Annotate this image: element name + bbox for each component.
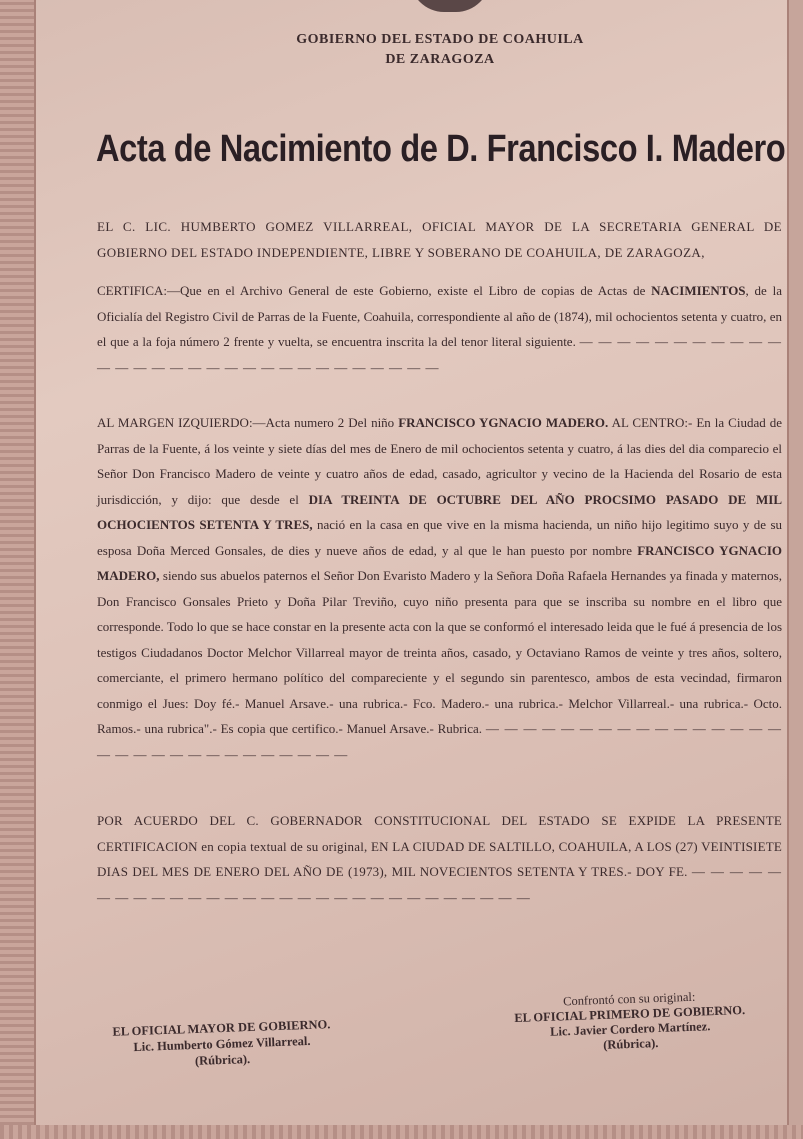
signature-right-name: Lic. Javier Cordero Martínez.: [549, 1019, 711, 1039]
acuerdo-text: POR ACUERDO DEL C. GOBERNADOR CONSTITUCIONAL DEL ESTADO SE EXPIDE LA PRESENTE CERTIFICACION en copia textual de su original, EN LA CIUDAD DE SALTILLO, COAHUILA, A LOS (27) VEINTISIETE DIAS DEL MES DE ENERO DEL AÑO DE (1973), MIL NOVECIENTOS SETENTA Y TRES.- DOY FE.: [97, 813, 782, 879]
acta-child-name-2: FRANCISCO YGNACIO MADERO,: [97, 542, 782, 583]
intro-paragraph: EL C. LIC. HUMBERTO GOMEZ VILLARREAL, OFICIAL MAYOR DE LA SECRETARIA GENERAL DE GOBIERNO DEL ESTADO INDEPENDIENTE, LIBRE Y SOBERANO DE COAHUILA, DE ZARAGOZA,: [97, 219, 782, 260]
left-ornamental-border: [0, 0, 36, 1139]
acuerdo-dash-line: — — — — — — — — — — — — — — — — — — — — — — — — — — — — —: [97, 864, 783, 905]
signature-left-title: EL OFICIAL MAYOR DE GOBIERNO.: [112, 1017, 331, 1039]
header-line-1: GOBIERNO DEL ESTADO DE COAHUILA: [296, 32, 584, 47]
certifica-paragraph: [97, 278, 782, 380]
acta-text-c: AL CENTRO:- En la Ciudad de Parras de la Fuente, á los veinte y siete días del mes de Enero de mil ochocientos setenta y cuatro, á las dies del dia comparecio el Señor Don Francisco Madero de veinte y cuatro años de edad, casado, agricultor y vecino de la Hacienda del Rosario de esta jurisdicción, y dijo: que desde el: [97, 415, 783, 507]
acta-text-e: nació en la casa en que vive en la misma hacienda, un niño hijo legitimo suyo y de su esposa Doña Merced Gonsales, de dies y nueve años de edad, y al que le han puesto por nombre: [97, 517, 783, 558]
acta-text-a: AL MARGEN IZQUIERDO:—Acta numero 2 Del niño: [97, 415, 399, 430]
acta-dash-line: — — — — — — — — — — — — — — — — — — — — — — — — — — — — — —: [97, 721, 783, 762]
certifica-text-a: CERTIFICA:—Que en el Archivo General de este Gobierno, existe el Libro de copias de Actas de: [97, 283, 652, 298]
signature-block-right: [499, 987, 761, 1056]
acta-paragraph: [97, 410, 782, 767]
certifica-text-bold: NACIMIENTOS: [651, 283, 746, 298]
signature-block-left: [91, 1015, 353, 1072]
right-border: [787, 0, 803, 1139]
state-seal-icon: [410, 0, 490, 12]
acta-birth-date: DIA TREINTA DE OCTUBRE DEL AÑO PROCSIMO PASADO DE MIL OCHOCIENTOS SETENTA Y TRES,: [97, 491, 782, 532]
certifica-dash-line: — — — — — — — — — — — — — — — — — — — — — — — — — — — — — —: [97, 334, 782, 375]
signature-right-confronto: Confrontó con su original:: [562, 989, 696, 1009]
acta-text-g: siendo sus abuelos paternos el Señor Don Evaristo Madero y la Señora Doña Rafaela Hernandes ya finada y maternos, Don Francisco Gonsales Prieto y Doña Pilar Treviño, cuyo niño presenta para que se inscriba su nombre en el libro que corresponde. Todo lo que se hace constar en la presente acta con la que se conformó el interesado leida que le fué á presencia de los testigos Ciudadanos Doctor Melchor Villarreal mayor de treinta años, casado, y Octaviano Ramos de veinte y tres años, soltero, comerciante, el primero hermano político del compareciente y el segundo sin parentesco, ambos de esta vecindad, firmaron conmigo el Jues: Doy fé.- Manuel Arsave.- una rubrica.- Fco. Madero.- una rubrica.- Melchor Villarreal.- una rubrica.- Octo. Ramos.- una rubrica".- Es copia que certifico.- Manuel Arsave.- Rubrica.: [97, 568, 782, 736]
acta-child-name-1: FRANCISCO YGNACIO MADERO.: [398, 415, 609, 430]
signature-right-title: EL OFICIAL PRIMERO DE GOBIERNO.: [514, 1002, 746, 1026]
bottom-ornamental-border: [0, 1125, 803, 1139]
header-line-2: DE ZARAGOZA: [385, 52, 495, 67]
document-title: Acta de Nacimiento de D. Francisco I. Madero: [96, 128, 786, 170]
signature-right-rubrica: (Rúbrica).: [602, 1036, 659, 1052]
government-header: [250, 30, 630, 70]
acuerdo-paragraph: [97, 808, 782, 910]
certifica-text-c: , de la Oficialía del Registro Civil de Parras de la Fuente, Coahuila, correspondiente al año de (1874), mil ochocientos setenta y cuatro, en el que a la foja número 2 frente y vuelta, se encuentra inscrita la del tenor literal siguiente.: [97, 283, 782, 349]
signature-left-rubrica: (Rúbrica).: [194, 1052, 251, 1068]
signature-left-name: Lic. Humberto Gómez Villarreal.: [133, 1033, 311, 1055]
